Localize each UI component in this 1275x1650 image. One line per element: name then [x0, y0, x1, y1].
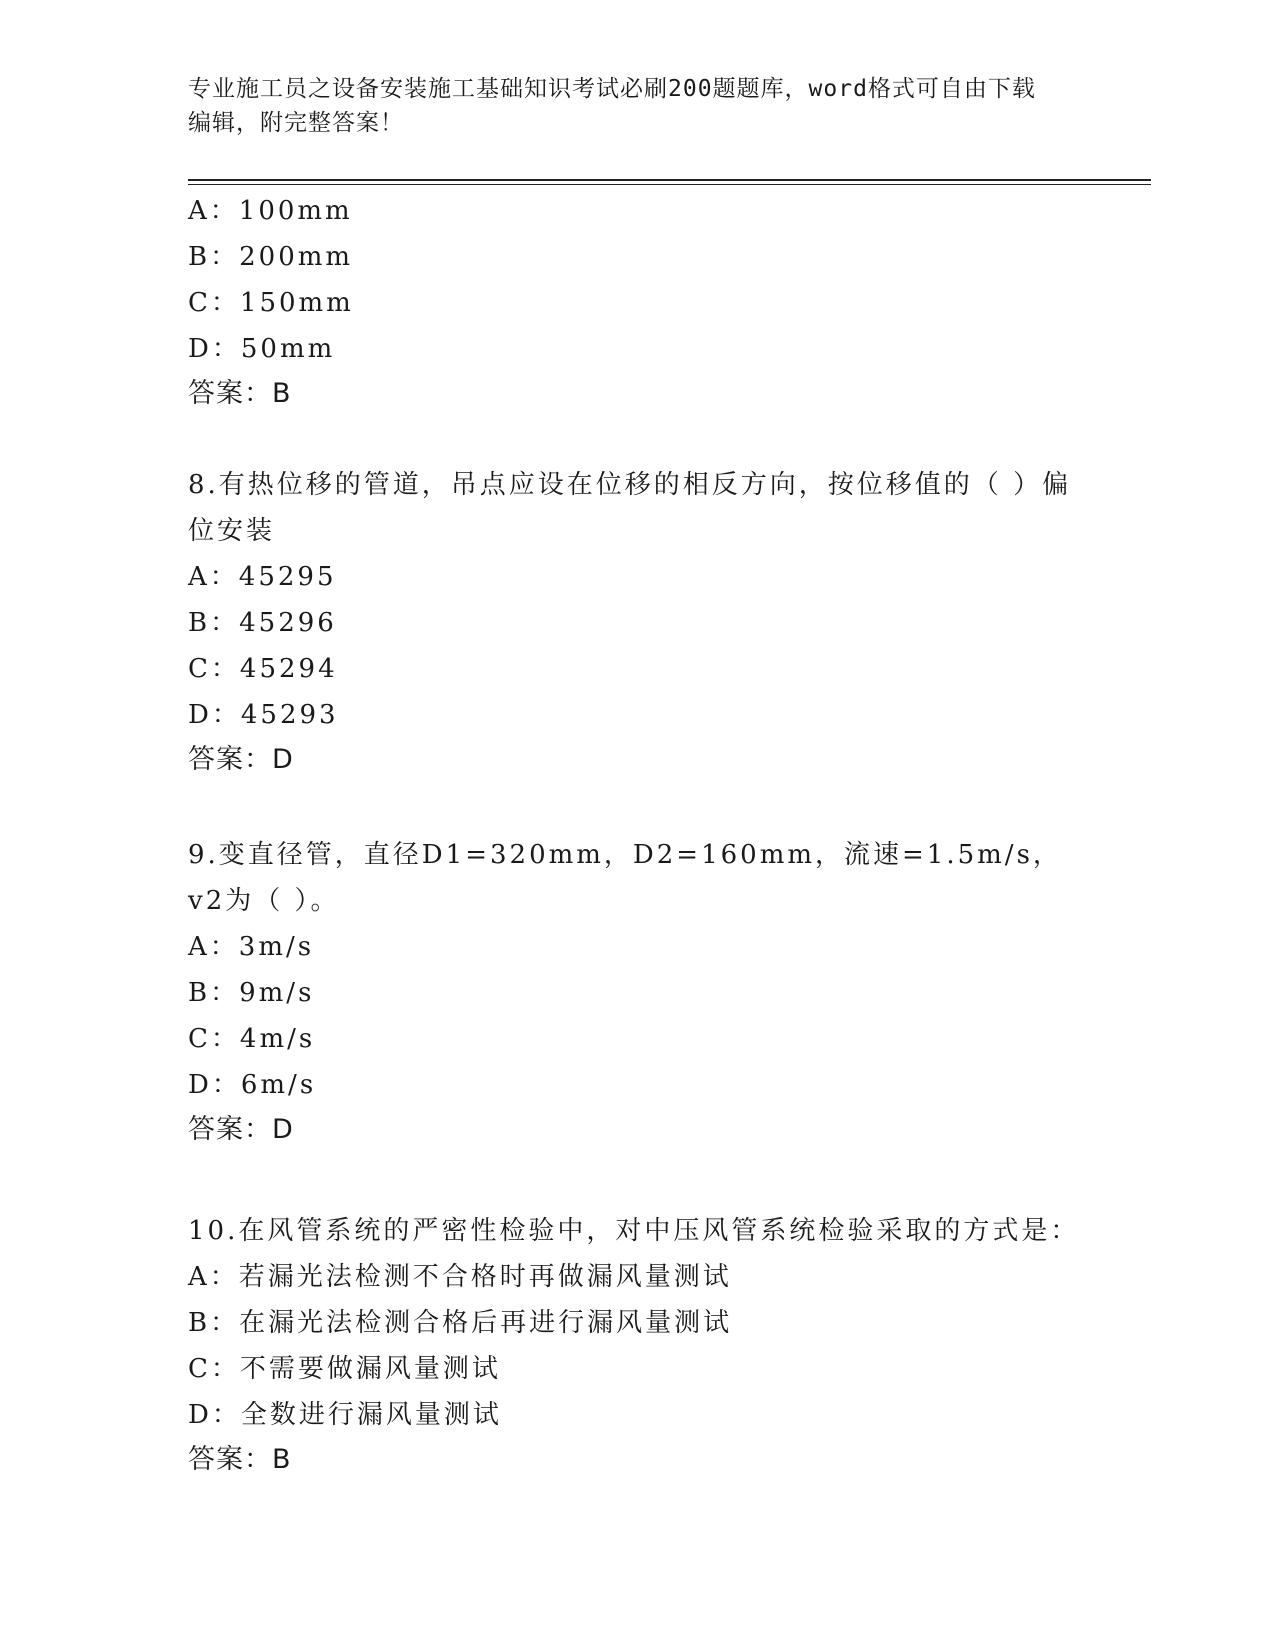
option-text: 150mm	[239, 288, 354, 318]
option-text: 3m/s	[238, 932, 315, 962]
option-label: B：	[188, 242, 240, 272]
option-text: 45296	[239, 608, 337, 638]
option-b	[188, 600, 1088, 646]
option-label: D：	[188, 700, 241, 730]
document-header	[188, 72, 1088, 140]
option-text: 6m/s	[240, 1070, 317, 1100]
question-stem-line-1: 8.有热位移的管道，吊点应设在位移的相反方向，按位移值的（ ）偏	[188, 470, 1072, 500]
option-text: 45293	[240, 700, 339, 730]
option-label: B：	[188, 1308, 240, 1338]
question-list	[188, 188, 1088, 1482]
option-c	[188, 646, 1088, 692]
option-text: 4m/s	[239, 1024, 316, 1054]
question-stem: 10.在风管系统的严密性检验中，对中压风管系统检验采取的方式是：	[188, 1216, 1080, 1246]
option-label: D：	[188, 1400, 241, 1430]
option-label: B：	[188, 978, 240, 1008]
option-label: B：	[188, 608, 240, 638]
option-b	[188, 970, 1088, 1016]
option-a	[188, 1254, 1088, 1300]
option-text: 不需要做漏风量测试	[239, 1354, 501, 1384]
question-stem: 9.变直径管，直径D1=320mm，D2=160mm，流速=1.5m/s，v2为（ ）。	[188, 840, 1062, 916]
option-b	[188, 1300, 1088, 1346]
option-d	[188, 692, 1088, 738]
option-b	[188, 234, 1088, 280]
answer: 答案：D	[188, 744, 294, 775]
question-10	[188, 1208, 1088, 1482]
option-a	[188, 924, 1088, 970]
option-label: C：	[188, 1024, 240, 1054]
option-text: 100mm	[238, 196, 353, 226]
option-label: C：	[188, 288, 240, 318]
option-label: D：	[188, 1070, 241, 1100]
answer: 答案：B	[188, 378, 292, 409]
option-label: A：	[188, 932, 239, 962]
option-text: 200mm	[239, 242, 354, 272]
option-label: A：	[188, 562, 239, 592]
option-text: 45294	[239, 654, 338, 684]
option-a	[188, 554, 1088, 600]
answer: 答案：B	[188, 1444, 292, 1475]
option-label: A：	[188, 196, 239, 226]
option-label: C：	[188, 654, 240, 684]
question-9	[188, 832, 1088, 1152]
question-8	[188, 462, 1088, 782]
option-d	[188, 1392, 1088, 1438]
option-d	[188, 326, 1088, 372]
option-text: 50mm	[240, 334, 336, 364]
option-text: 全数进行漏风量测试	[240, 1400, 502, 1430]
option-text: 45295	[238, 562, 337, 592]
option-label: A：	[188, 1262, 239, 1292]
option-label: D：	[188, 334, 241, 364]
option-label: C：	[188, 1354, 240, 1384]
option-text: 若漏光法检测不合格时再做漏风量测试	[238, 1262, 732, 1292]
answer: 答案：D	[188, 1114, 294, 1145]
header-divider-bottom	[188, 184, 1151, 185]
question-stem-line-2: 位安装	[188, 516, 276, 546]
option-text: 在漏光法检测合格后再进行漏风量测试	[239, 1308, 733, 1338]
option-c	[188, 1346, 1088, 1392]
option-c	[188, 280, 1088, 326]
header-divider-top	[188, 179, 1151, 181]
header-line-1: 专业施工员之设备安装施工基础知识考试必刷200题题库，word格式可自由下载	[188, 76, 1036, 102]
option-text: 9m/s	[239, 978, 315, 1008]
question-partial	[188, 188, 1088, 416]
header-line-2: 编辑，附完整答案！	[188, 110, 404, 136]
option-a	[188, 188, 1088, 234]
option-c	[188, 1016, 1088, 1062]
option-d	[188, 1062, 1088, 1108]
